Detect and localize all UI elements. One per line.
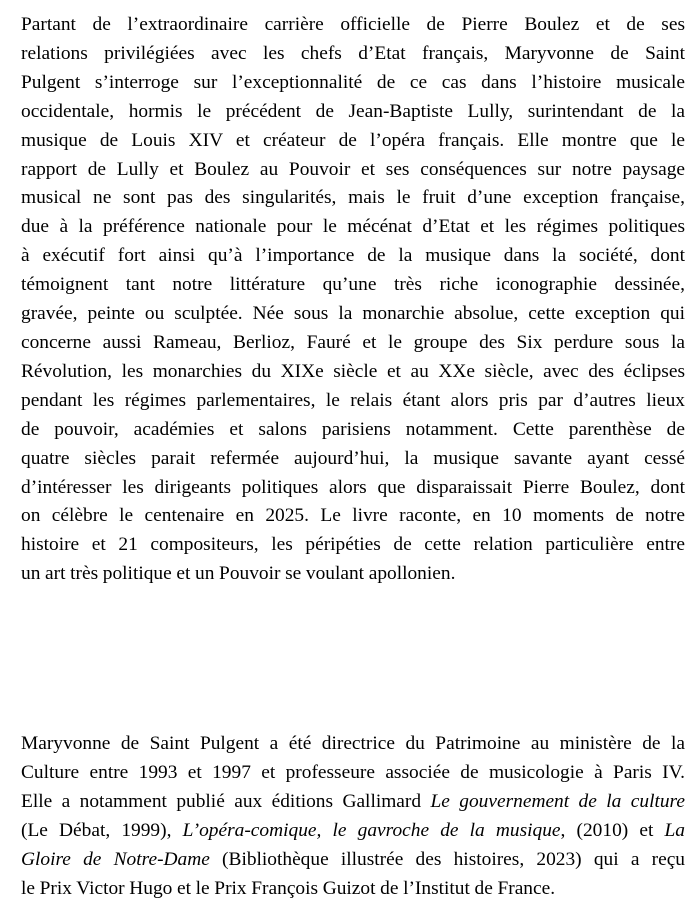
text-line: Culture entre 1993 et 1997 et professeure associée de musicologie à Paris IV.: [21, 761, 685, 783]
text-line: relations privilégiées avec les chefs d’Etat français, Maryvonne de Saint: [21, 42, 685, 64]
text-line: un art très politique et un Pouvoir se voulant apollonien.: [21, 563, 456, 585]
text-line: quatre siècles parait refermée aujourd’hui, la musique savante ayant cessé: [21, 447, 685, 469]
text-line: Pulgent s’interroge sur l’exceptionnalité de ce cas dans l’histoire musicale: [21, 71, 685, 93]
book-title: L’opéra-comique, le gavroche de la musique: [182, 819, 561, 841]
text-line: [21, 817, 685, 846]
text-run: (Bibliothèque illustrée des histoires, 2023) qui a reçu: [209, 848, 685, 870]
text-line: musical ne sont pas des singularités, mais le fruit d’une exception française,: [21, 187, 685, 209]
text-line: le Prix Victor Hugo et le Prix François Guizot de l’Institut de France.: [21, 877, 556, 899]
text-line: rapport de Lully et Boulez au Pouvoir et ses conséquences sur notre paysage: [21, 158, 685, 180]
text-run: (Le Débat, 1999),: [21, 819, 183, 841]
book-title: La: [664, 819, 685, 841]
book-title: Gloire de Notre-Dame: [21, 848, 210, 870]
text-line: témoignent tant notre littérature qu’une très riche iconographie dessinée,: [21, 274, 685, 296]
text-line: histoire et 21 compositeurs, les péripéties de cette relation particulière entre: [21, 534, 685, 556]
text-line: Révolution, les monarchies du XIXe siècle et au XXe siècle, avec des éclipses: [21, 360, 685, 382]
text-line: [21, 788, 685, 817]
text-line: due à la préférence nationale pour le mécénat d’Etat et les régimes politiques: [21, 216, 685, 238]
text-line: [21, 846, 685, 875]
text-line: musique de Louis XIV et créateur de l’opéra français. Elle montre que le: [21, 129, 685, 151]
text-run: Elle a notamment publié aux éditions Gallimard: [21, 790, 431, 812]
book-title: Le gouvernement de la culture: [430, 790, 685, 812]
author-bio-paragraph: [21, 730, 685, 903]
text-line: à exécutif fort ainsi qu’à l’importance de la musique dans la société, dont: [21, 245, 685, 267]
text-line: Partant de l’extraordinaire carrière officielle de Pierre Boulez et de ses: [21, 14, 685, 35]
text-run: , (2010) et: [560, 819, 665, 841]
text-line: gravée, peinte ou sculptée. Née sous la monarchie absolue, cette exception qui: [21, 303, 685, 325]
book-description-paragraph: [21, 11, 685, 589]
text-line: pendant les régimes parlementaires, le relais étant alors pris par d’autres lieux: [21, 389, 685, 411]
text-line: concerne aussi Rameau, Berlioz, Fauré et le groupe des Six perdure sous la: [21, 331, 685, 353]
text-line: on célèbre le centenaire en 2025. Le livre raconte, en 10 moments de notre: [21, 505, 685, 527]
text-line: de pouvoir, académies et salons parisiens notamment. Cette parenthèse de: [21, 418, 685, 440]
text-line: d’intéresser les dirigeants politiques alors que disparaissait Pierre Boulez, dont: [21, 476, 685, 498]
text-line: occidentale, hormis le précédent de Jean-Baptiste Lully, surintendant de la: [21, 100, 685, 122]
text-line: Maryvonne de Saint Pulgent a été directrice du Patrimoine au ministère de la: [21, 733, 685, 754]
